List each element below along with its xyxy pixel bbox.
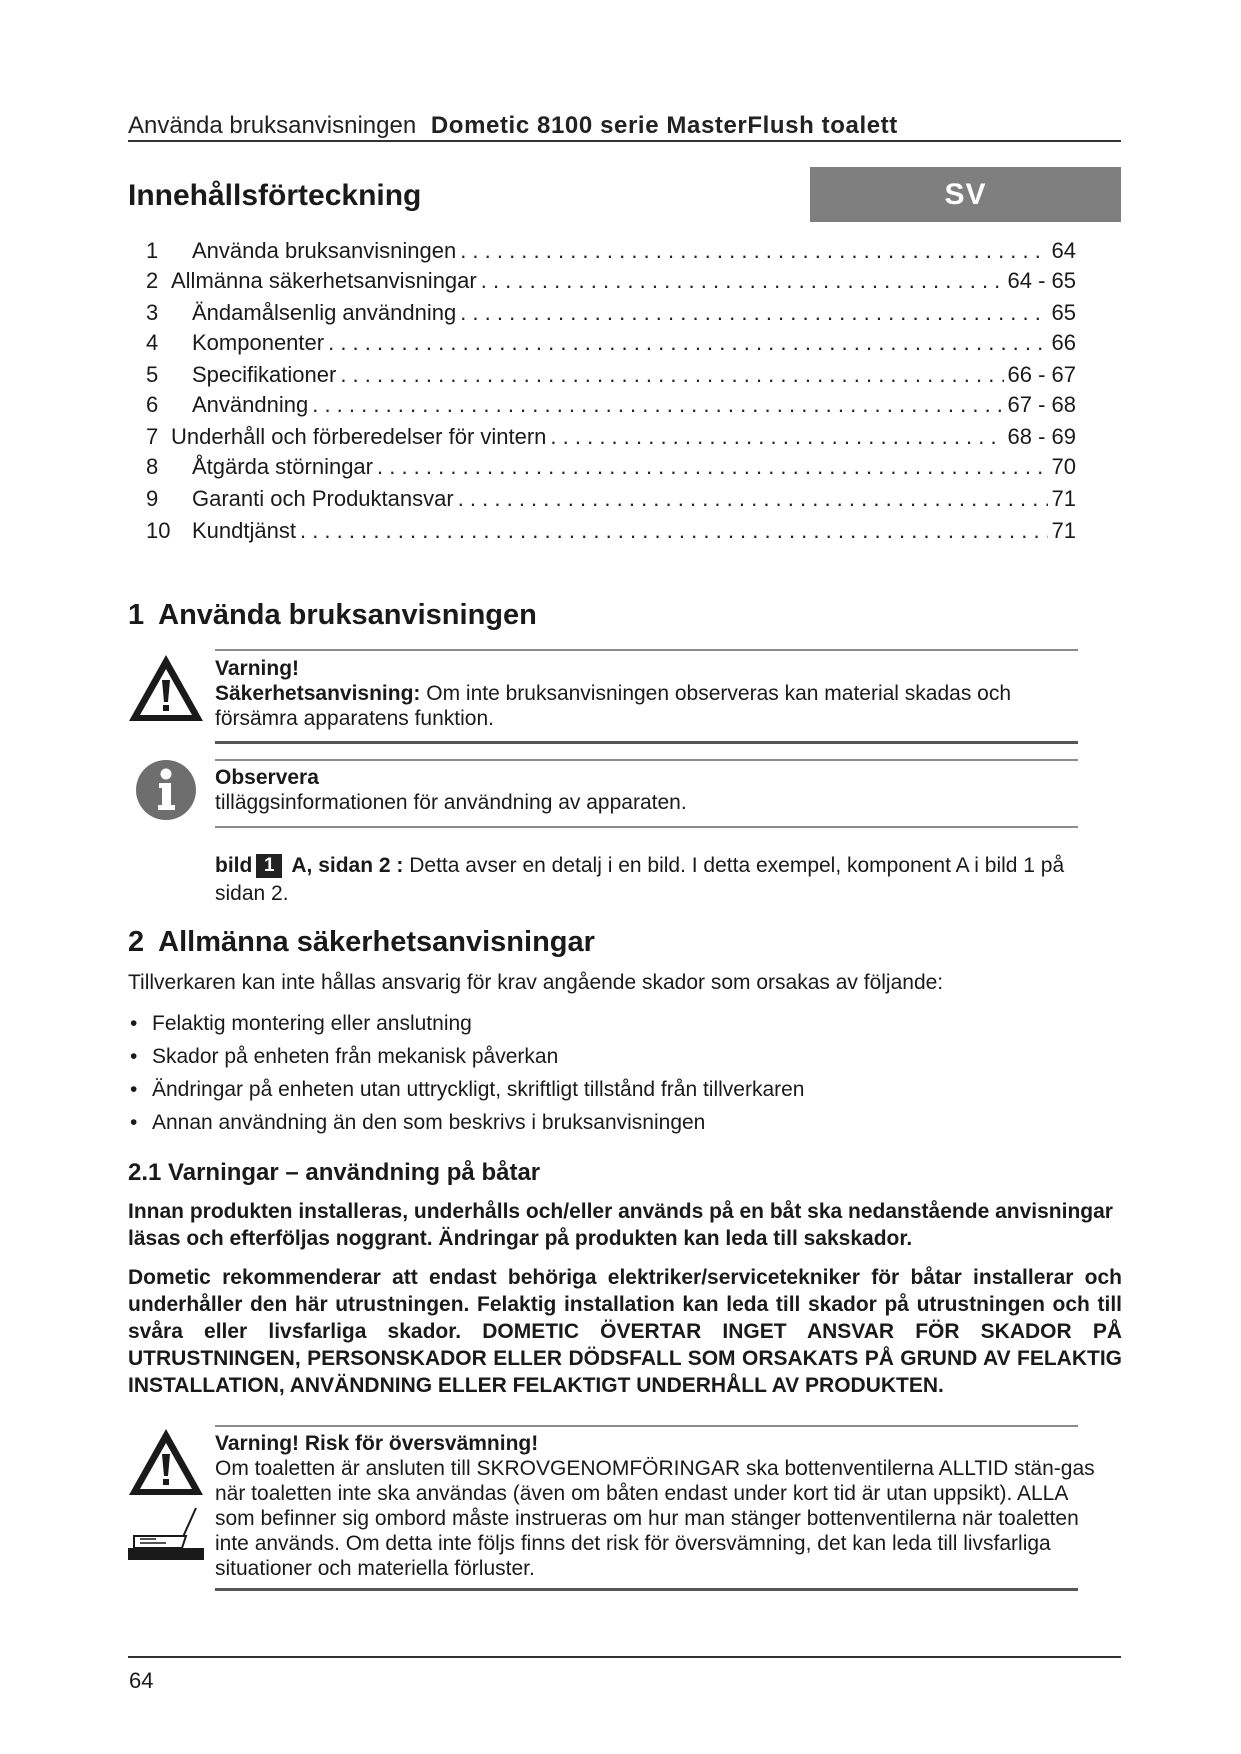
toc-leader-dots xyxy=(377,454,1048,480)
toc-item-label: Underhåll och förberedelser för vintern xyxy=(171,424,547,449)
toc-item-page: 70 xyxy=(1051,454,1076,479)
toc-item-number: 10 xyxy=(146,518,171,543)
toc-leader-dots xyxy=(460,238,1047,264)
toc-item-number: 3 xyxy=(146,300,159,325)
warning-text xyxy=(215,681,1085,731)
toc-item-page: 66 xyxy=(1051,330,1076,355)
figure-reference-explanation xyxy=(215,852,1085,908)
flood-warning-top-rule xyxy=(215,1425,1078,1427)
section-title: Allmänna säkerhetsanvisningar xyxy=(158,926,595,958)
flood-warning-bottom-rule xyxy=(215,1588,1078,1591)
toc-item[interactable] xyxy=(146,454,1076,484)
running-header xyxy=(128,112,1120,140)
figref-text: Detta avser en detalj i en bild. I detta exempel, komponent A i bild 1 på sidan 2. xyxy=(215,854,1065,905)
toc-item-label: Använda bruksanvisningen xyxy=(192,238,457,263)
list-item: • Felaktig montering eller anslutning xyxy=(128,1010,1118,1043)
toc-leader-dots xyxy=(460,300,1047,326)
note-top-rule xyxy=(215,759,1078,761)
toc-item-page: 64 - 65 xyxy=(1007,268,1076,293)
toc-item-number: 7 xyxy=(146,424,159,449)
toc-item-number: 5 xyxy=(146,362,159,387)
toc-item-page: 71 xyxy=(1051,486,1076,511)
toc-item-label: Kundtjänst xyxy=(192,518,296,543)
toc-item-number: 1 xyxy=(146,238,159,263)
toc-leader-dots xyxy=(300,518,1048,544)
toc-item-label: Allmänna säkerhetsanvisningar xyxy=(171,268,477,293)
info-icon xyxy=(135,759,197,821)
list-item: • Annan användning än den som beskrivs i bruksanvisningen xyxy=(128,1109,1118,1142)
toc-item[interactable] xyxy=(146,518,1076,548)
toc-item-page: 65 xyxy=(1051,300,1076,325)
toc-item[interactable] xyxy=(146,300,1076,330)
toc-leader-dots xyxy=(328,330,1047,356)
toc-leader-dots xyxy=(340,362,1003,388)
toc-item[interactable] xyxy=(146,268,1076,298)
flood-warning-text: Om toaletten är ansluten till SKROVGENOMFÖRINGAR ska bottenventilerna ALLTID stän-gas när toaletten inte ska användas (även om båten endast under kort tid är utan uppsikt). ALLA som befinner sig ombord måste instrueras om hur man stänger bottenventilerna när toaletten inte används. Om detta inte följs finns det risk för översvämning, det kan leda till livsfarliga situationer och materiella förluster. xyxy=(215,1457,1095,1580)
list-item: • Skador på enheten från mekanisk påverkan xyxy=(128,1043,1118,1076)
toc-item[interactable] xyxy=(146,392,1076,422)
safety-warning xyxy=(215,656,1085,731)
warning-title: Varning! xyxy=(215,657,300,680)
toc-item[interactable] xyxy=(146,238,1076,268)
section-number: 1 xyxy=(128,599,145,631)
warning-lead: Säkerhetsanvisning: xyxy=(215,682,421,705)
list-item: • Ändringar på enheten utan uttryckligt, skriftligt tillstånd från tillverkaren xyxy=(128,1076,1118,1109)
liability-exclusion-list xyxy=(128,1010,1118,1142)
warning-top-rule xyxy=(215,649,1078,651)
figure-number-box: 1 xyxy=(256,854,282,878)
warning-body: Om inte bruksanvisningen observeras kan material skadas och försämra apparatens funktion. xyxy=(215,682,1012,730)
toc-item-page: 71 xyxy=(1051,518,1076,543)
section-2-heading xyxy=(128,925,595,959)
toc-title: Innehållsförteckning xyxy=(128,179,422,212)
toc-item-page: 64 xyxy=(1051,238,1076,263)
toc-item-page: 67 - 68 xyxy=(1007,392,1076,417)
toc-item[interactable] xyxy=(146,330,1076,360)
section-1-heading xyxy=(128,598,537,632)
toc-item-label: Åtgärda störningar xyxy=(192,454,373,479)
warning-bottom-rule xyxy=(215,741,1078,744)
toc-item-number: 8 xyxy=(146,454,159,479)
page-number: 64 xyxy=(129,1668,154,1693)
toc-leader-dots xyxy=(312,392,1003,418)
boat-warning-paragraph-2: Dometic rekommenderar att endast behöriga elektriker/servicetekniker för båtar installerar och underhåller den här utrustningen. Felaktig installation kan leda till skador på utrustningen och till svåra eller livsfarliga skador. DOMETIC ÖVERTAR INGET ANSVAR FÖR SKADOR PÅ UTRUSTNINGEN, PERSONSKADOR ELLER DÖDSFALL SOM ORSAKATS PÅ GRUND AV FELAKTIG INSTALLATION, ANVÄNDNING ELLER FELAKTIGT UNDERHÅLL AV PRODUKTEN. xyxy=(128,1266,1122,1397)
toc-item-page: 68 - 69 xyxy=(1007,424,1076,449)
toc-item[interactable] xyxy=(146,362,1076,392)
toc-item[interactable] xyxy=(146,424,1076,454)
toc-item-label: Specifikationer xyxy=(192,362,337,387)
toc-item[interactable] xyxy=(146,486,1076,516)
flood-warning-title: Varning! Risk för översvämning! xyxy=(215,1432,539,1455)
figref-bild: bild xyxy=(215,854,253,877)
note-title: Observera xyxy=(215,766,319,789)
toc-item-label: Användning xyxy=(192,392,309,417)
header-section: Använda bruksanvisningen xyxy=(128,112,417,139)
toc-item-label: Ändamålsenlig användning xyxy=(192,300,457,325)
subsection-2-1-heading: 2.1 Varningar – användning på båtar xyxy=(128,1159,541,1186)
boat-warning-paragraph-1: Innan produkten installeras, underhålls och/eller används på en båt ska nedanstående anvisningar läsas och efterföljas noggrant. Ändringar på produkten kan leda till sakskador. xyxy=(128,1200,1113,1250)
note-bottom-rule xyxy=(215,826,1078,828)
toc-leader-dots xyxy=(458,486,1048,512)
hull-water-ingress-icon xyxy=(126,1506,206,1562)
section-2-intro: Tillverkaren kan inte hållas ansvarig för krav angående skador som orsakas av följande: xyxy=(128,971,944,994)
toc-item-number: 6 xyxy=(146,392,159,417)
observe-note xyxy=(215,765,1085,815)
toc-item-number: 2 xyxy=(146,268,159,293)
language-badge: SV xyxy=(810,167,1121,222)
toc-leader-dots xyxy=(550,424,1003,450)
toc-item-label: Komponenter xyxy=(192,330,325,355)
toc-item-number: 4 xyxy=(146,330,159,355)
note-text: tilläggsinformationen för användning av apparaten. xyxy=(215,791,687,814)
toc-item-number: 9 xyxy=(146,486,159,511)
header-document-title: Dometic 8100 serie MasterFlush toalett xyxy=(430,112,898,139)
warning-triangle-icon xyxy=(126,652,206,724)
toc-leader-dots xyxy=(481,268,1004,294)
flood-warning xyxy=(215,1431,1095,1581)
toc-item-label: Garanti och Produktansvar xyxy=(192,486,454,511)
footer-rule xyxy=(128,1656,1121,1658)
section-number: 2 xyxy=(128,926,145,958)
warning-triangle-icon xyxy=(126,1426,206,1498)
toc-item-page: 66 - 67 xyxy=(1007,362,1076,387)
figref-ref: A, sidan 2 : xyxy=(286,854,404,877)
header-rule xyxy=(128,140,1121,142)
section-title: Använda bruksanvisningen xyxy=(158,599,537,631)
